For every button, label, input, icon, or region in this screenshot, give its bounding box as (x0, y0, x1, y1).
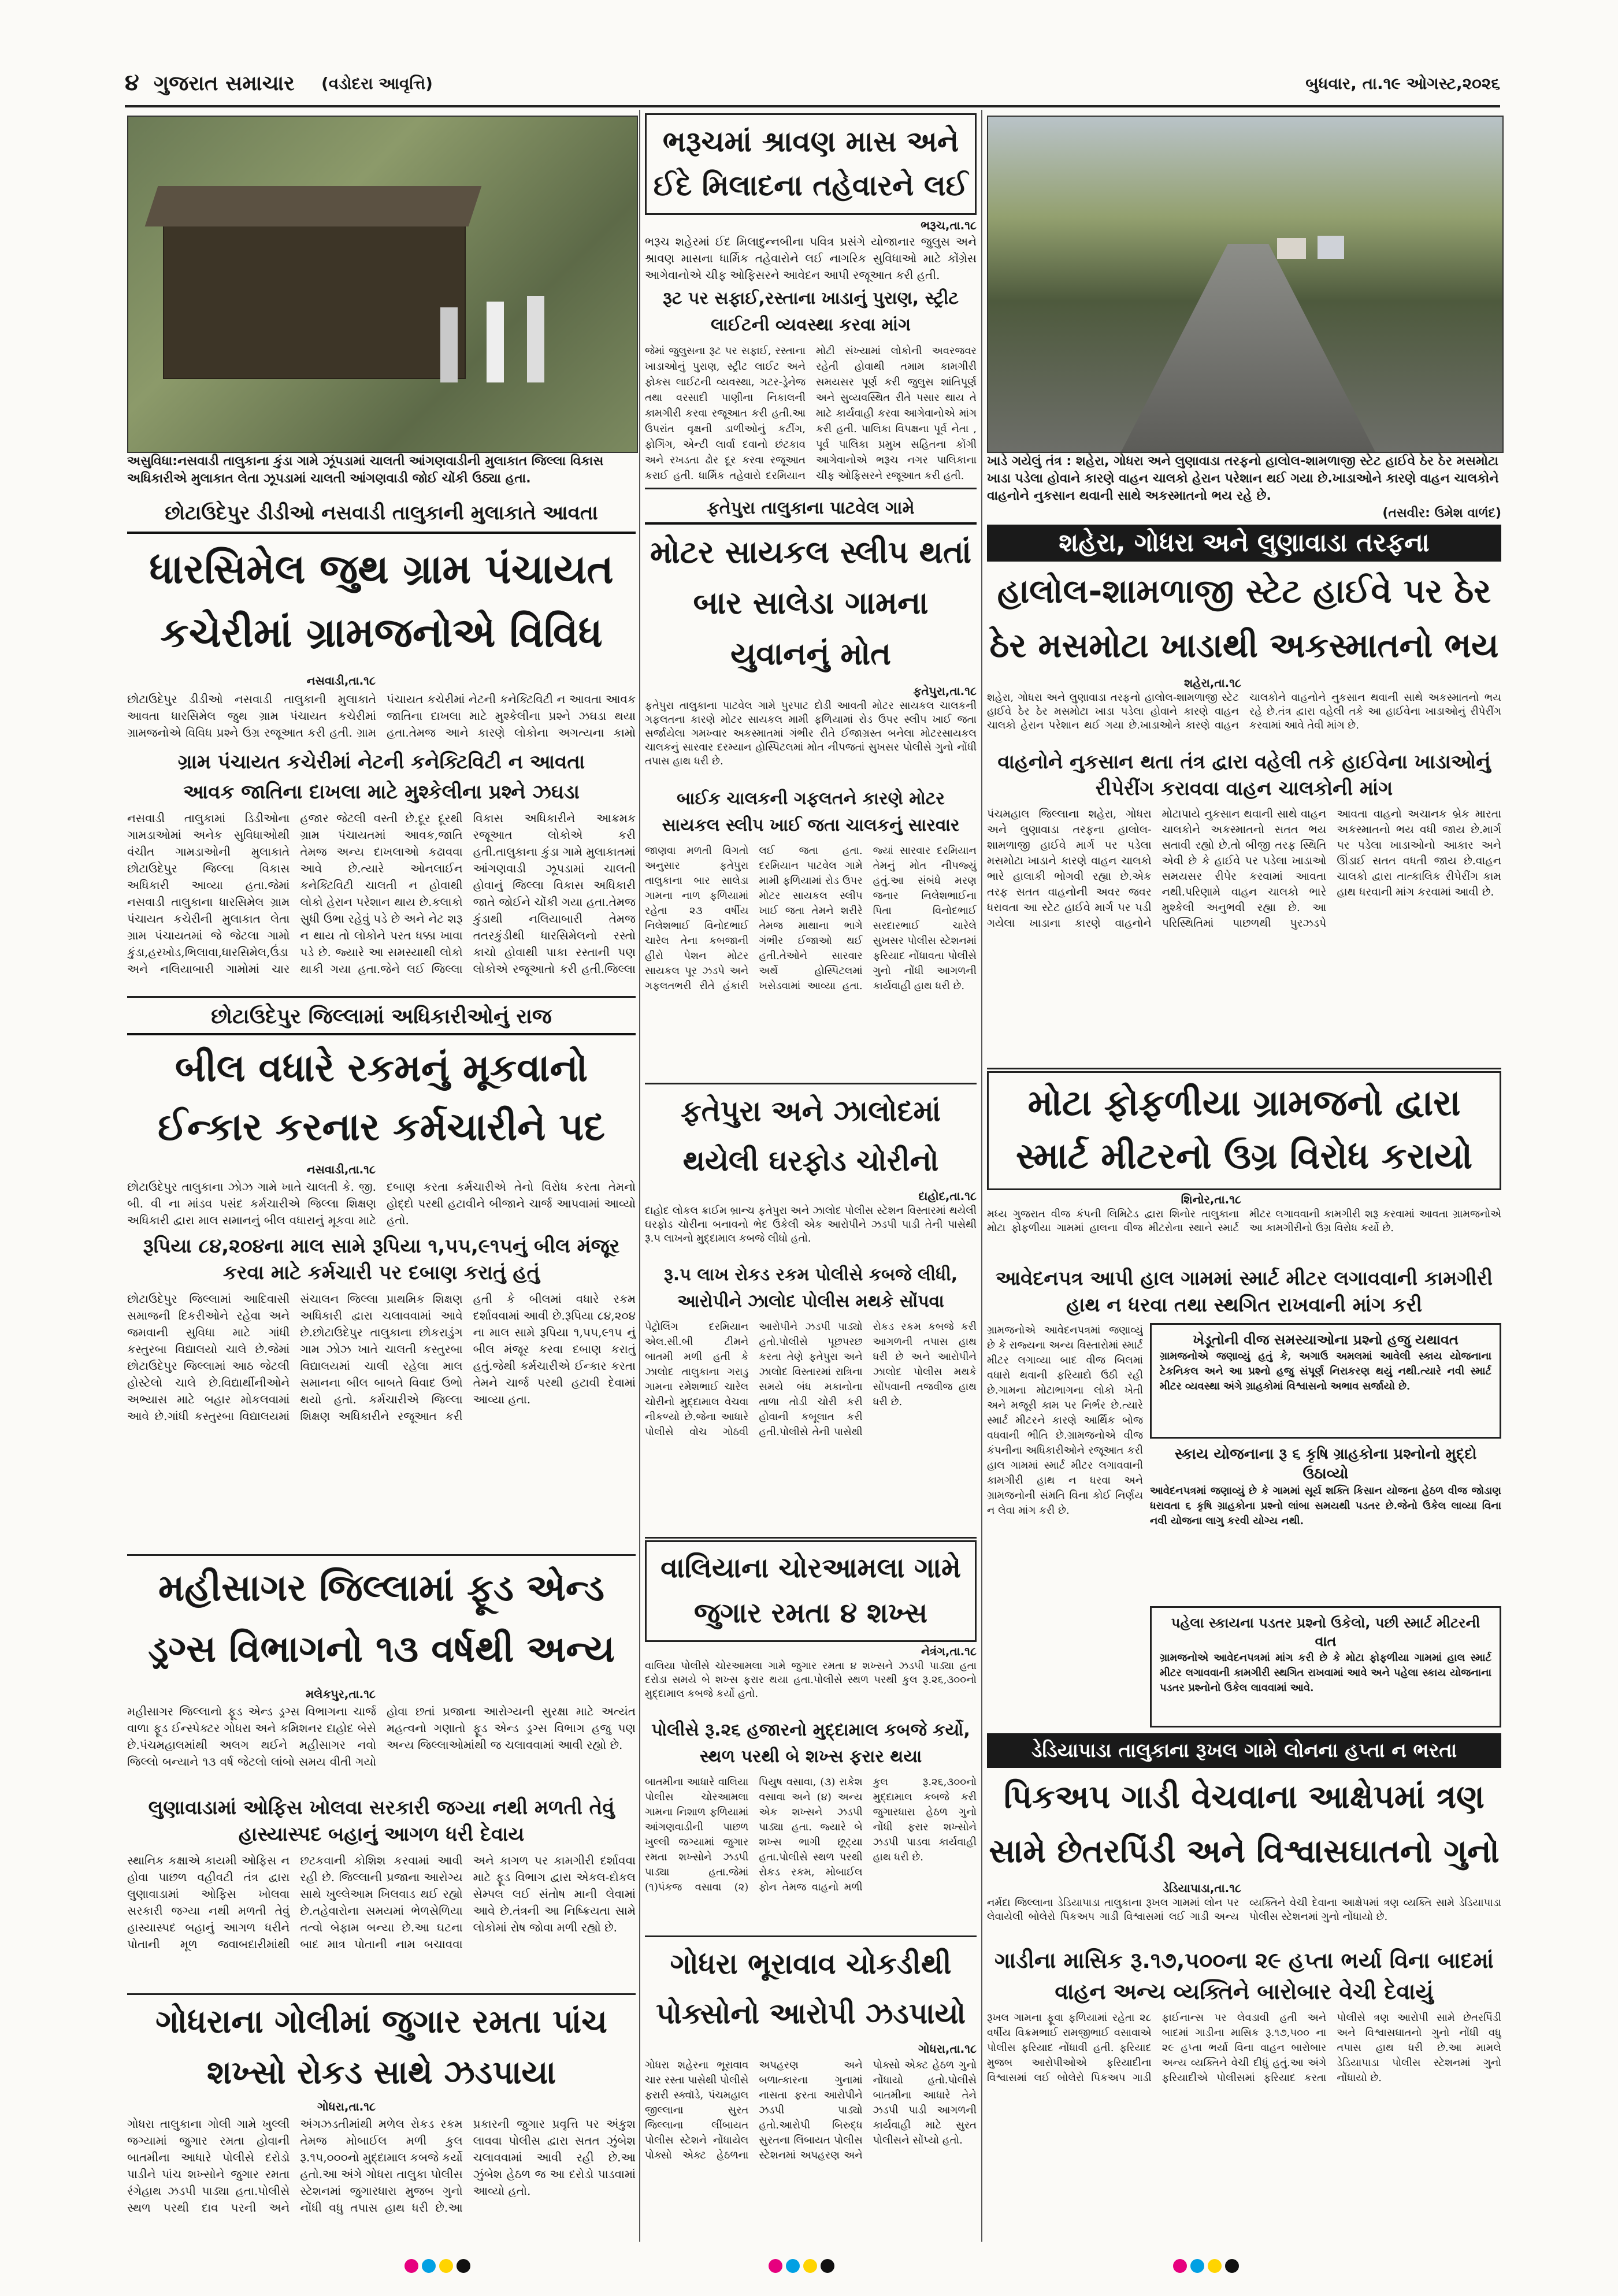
box-3-title: પહેલા સ્કાયના પડતર પ્રશ્નો ઉકેલો, પછી સ્માર્ટ મીટરની વાત (1171, 1615, 1480, 1649)
headline-valiya-gamble: વાલિયાના ચોરઆમલા ગામે જુગાર રમતા ૪ શખ્સ (645, 1540, 977, 1642)
lead-pickup-fraud: નર્મદા જિલ્લાના ડેડિયાપાડા તાલુકાના રૂખલ ગામમાં લોન પર લેવાયેલી બોલેરો પિકઅપ ગાડી વિશ્વાસમાં લઈ ગાડી અન્ય વ્યક્તિને વેચી દેવાના આક્ષેપમાં ત્રણ વ્યક્તિ સામે ડેડિયાપાડા પોલીસ સ્ટેશનમાં ગુનો નોંધાયો છે. (987, 1897, 1501, 1923)
highway-photo-credit: (તસવીર: ઉમેશ વાળંદ) (1382, 506, 1501, 521)
edition-label: (વડોદરા આવૃત્તિ) (321, 74, 433, 93)
dateline-shinor: શિનોર,તા.૧૮ (1181, 1192, 1241, 1206)
registration-mark (803, 2259, 817, 2273)
subhead-smart-meter: આવેદનપત્ર આપી હાલ ગામમાં સ્માર્ટ મીટર લગાવવાની કામગીરી હાથ ન ધરવા તથા સ્થગિત રાખવાની માંગ કરી (995, 1267, 1493, 1317)
headline-patvel-accident: મોટર સાયકલ સ્લીપ થતાં બાર સાલેડા ગામના યુવાનનું મોત (650, 534, 971, 672)
dateline-shehra: શહેરા,તા.૧૮ (1183, 676, 1241, 690)
subhead-bill-amount: રૂપિયા ૮૪,૨૦૪ના માલ સામે રૂપિયા ૧,૫૫,૯૧૫નું બીલ મંજૂર કરવા માટે કર્મચારી પર દબાણ કરાતું હતું (143, 1235, 620, 1284)
lead-bharuch: ભરૂચ શહેરમાં ઈદ મિલાદુન્નબીના પવિત્ર પ્રસંગે યોજાનાર જુલુસ અને શ્રાવણ માસના ધાર્મિક તહેવારોને લઈ નાગરિક સુવિધાઓ માટે કોંગ્રેસ આગેવાનોએ ચીફ ઓફિસરને આવેદન આપી રજૂઆત કરી હતી. (645, 235, 977, 282)
highway-photo (987, 116, 1504, 453)
column-divider (981, 110, 982, 2242)
registration-mark (422, 2259, 436, 2273)
registration-mark (786, 2259, 800, 2273)
headline-pickup-fraud: પિકઅપ ગાડી વેચવાના આક્ષેપમાં ત્રણ સામે છેતરપિંડી અને વિશ્વાસઘાતનો ગુનો (989, 1778, 1500, 1870)
lead-burglary: દાહોદ લોકલ ક્રાઈમ બ્રાન્ચ ફતેપુરા અને ઝાલોદ પોલીસ સ્ટેશન વિસ્તારમાં થયેલી ઘરફોડ ચોરીના બનાવનો ભેદ ઉકેલી એક આરોપીને ઝડપી પાડી તેની પાસેથી રૂ.૫ લાખનો મુદ્દામાલ કબજે લીધો હતો. (645, 1205, 977, 1244)
lead-dharsimel: છોટાઉદેપુર ડીડીઓ નસવાડી તાલુકાની મુલાકાતે આવતા ધારસિમેલ જુથ ગ્રામ પંચાયત કચેરીમાં ગ્રામજનોએ વિવિધ પ્રશ્ને ઉગ્ર રજૂઆત કરી હતી. ગ્રામ પંચાયત કચેરીમાં નેટની કનેક્ટિવિટી ન આવતા આવક જાતિના દાખલા માટે મુશ્કેલીના પ્રશ્ને ઝઘડા થયા હતા.તેમજ આને કારણે લોકોના અગત્યના કામો (127, 692, 636, 740)
headline-burglary: ફતેપુરા અને ઝાલોદમાં થયેલી ઘરફોડ ચોરીનો (681, 1094, 941, 1177)
section-rule (127, 1554, 636, 1556)
registration-mark (1190, 2259, 1204, 2273)
column-divider (639, 110, 640, 2242)
kicker-shehra: શહેરા, ગોધરા અને લુણાવાડા તરફના (987, 525, 1501, 562)
dateline-fatehpura: ફતેપુરા,તા.૧૮ (913, 684, 977, 698)
box-2-title: સ્કાય યોજનાના રૂ ૬ કૃષિ ગ્રાહકોના પ્રશ્નોનો મુદ્દો ઉઠાવ્યો (1174, 1446, 1477, 1483)
registration-mark (1173, 2259, 1187, 2273)
section-rule (645, 1537, 977, 1539)
issue-date: બુધવાર, તા.૧૯ ઓગસ્ટ,૨૦૨૬ (1305, 74, 1500, 93)
body-smart-meter: ગ્રામજનોએ આવેદનપત્રમાં જણાવ્યું છે કે રાજ્યના અન્ય વિસ્તારોમાં સ્માર્ટ મીટર લગાવ્યા બાદ વીજ બિલમાં વધારો થવાની ફરિયાદો ઉઠી રહી છે.ગામના મોટાભાગના લોકો ખેતી અને મજૂરી કામ પર નિર્ભર છે.ત્યારે સ્માર્ટ મીટરને કારણે આર્થિક બોજ વધવાની ભીતિ છે.ગ્રામજનોએ વીજ કંપનીના અધિકારીઓને રજૂઆત કરી હાલ ગામમાં સ્માર્ટ મીટર લગાવવાની કામગીરી હાથ ન ધરવા અને ગ્રામજનોની સંમતિ વિના કોઈ નિર્ણય ન લેવા માંગ કરી છે. (987, 1324, 1143, 1517)
subhead-highway-potholes: વાહનોને નુકસાન થતા તંત્ર દ્વારા વહેલી તકે હાઈવેના ખાડાઓનું રીપેરીંગ કરાવવા વાહન ચાલકોની માંગ (997, 751, 1491, 800)
anganwadi-photo (127, 116, 638, 453)
registration-mark (439, 2259, 453, 2273)
registration-mark (769, 2259, 782, 2273)
subhead-net-connectivity: ગ્રામ પંચાયત કચેરીમાં નેટની કનેક્ટિવિટી ન આવતા (177, 751, 585, 774)
box-1-body: ગ્રામજનોએ જણાવ્યું હતું કે, અગાઉ અમલમાં આવેલી સ્કાય યોજનાના ટેકનિકલ અને આ પ્રશ્નો હજુ સંપૂર્ણ નિરાકરણ થયું નથી.ત્યારે નવી સ્માર્ટ મીટર વ્યવસ્થા અંગે ગ્રાહકોમાં વિશ્વાસનો અભાવ સર્જાયો છે. (1160, 1350, 1491, 1392)
section-rule (987, 1068, 1501, 1069)
subhead-valiya-gamble: પોલીસે રૂ.૨૬ હજારનો મુદ્દામાલ કબજે કર્યો, સ્થળ પરથી બે શખ્સ ફરાર થયા (651, 1720, 970, 1767)
anganwadi-photo-caption: અસુવિધા:નસવાડી તાલુકાના કુંડા ગામે ઝૂંપડામાં ચાલતી આંગણવાડીની મુલાકાત જિલ્લા વિકાસ અધિકારીએ મુલાકાત લેતા ઝૂપડામાં ચાલતી આંગણવાડી જોઈ ચોંકી ઉઠ્યા હતા. (127, 454, 604, 486)
headline-bill-refusal: બીલ વધારે રકમનું મૂકવાનો ઈન્કાર કરનાર કર્મચારીને પદ (157, 1046, 606, 1149)
headline-smart-meter: મોટા ફોફળીયા ગ્રામજનો દ્વારા સ્માર્ટ મીટરનો ઉગ્ર વિરોધ કરાયો (987, 1071, 1501, 1190)
body-godhra-gamble: ગોધરા તાલુકાના ગોલી ગામે ખુલ્લી જગ્યામાં જુગાર રમતા હોવાની બાતમીના આધારે પોલીસે દરોડો પાડીને પાંચ શખ્સોને જુગાર રમતા રંગેહાથ ઝડપી પાડ્યા હતા.પોલીસે સ્થળ પરથી દાવ પરની અને અંગઝડતીમાંથી મળેલ રોકડ રકમ તેમજ મોબાઈલ મળી કુલ રૂ.૧૫,૦૦૦નો મુદ્દામાલ કબજે કર્યો હતો.આ અંગે ગોધરા તાલુકા પોલીસ સ્ટેશનમાં જુગારધારા મુજબ ગુનો નોંધી વધુ તપાસ હાથ ધરી છે.આ પ્રકારની જુગાર પ્રવૃત્તિ પર અંકુશ લાવવા પોલીસ દ્વારા સતત ઝુંબેશ ચલાવવામાં આવી રહી છે.આ ઝુંબેશ હેઠળ જ આ દરોડો પાડવામાં આવ્યો હતો. (127, 2117, 636, 2215)
dateline-godhra-pocso: ગોધરા,તા.૧૮ (918, 2042, 977, 2056)
box-2-body: આવેદનપત્રમાં જણાવ્યું છે કે ગામમાં સૂર્ય શક્તિ કિસાન યોજના હેઠળ વીજ જોડાણ ધરાવતા ૬ કૃષિ ગ્રાહકોના પ્રશ્નો લાંબા સમયથી પડતર છે.જેનો ઉકેલ લાવ્યા વિના નવી યોજના લાગુ કરવી યોગ્ય નથી. (1150, 1485, 1501, 1527)
body-bill-refusal: છોટાઉદેપુર જિલ્લામાં આદિવાસી સમાજની દિકરીઓને રહેવા અને જમવાની સુવિધા માટે ગાંધી કસ્તુરબા વિદ્યાલયો ચાલે છે.જેમાં છોટાઉદેપુર જિલ્લામાં આઠ જેટલી હોસ્ટેલો ચાલે છે.વિદ્યાર્થીનીઓને અભ્યાસ માટે બહાર મોકલવામાં આવે છે.ગાંધી કસ્તુરબા વિદ્યાલયમાં સંચાલન જિલ્લા પ્રાથમિક શિક્ષણ અધિકારી દ્વારા ચલાવવામાં આવે છે.છોટાઉદેપુર તાલુકાના છોકરાડુંગ ગામ ઝોઝ ખાતે ચાલતી કસ્તુરબા વિદ્યાલયમાં ચાલી રહેલા માલ સમાનના બીલ બાબતે વિવાદ ઉભો થયો હતો. કર્મચારીએ જિલ્લા શિક્ષણ અધિકારીને રજૂઆત કરી હતી કે બીલમાં વધારે રકમ દર્શાવવામાં આવી છે.રૂપિયા ૮૪,૨૦૪ ના માલ સામે રૂપિયા ૧,૫૫,૯૧૫ નું બીલ મંજૂર કરવા દબાણ કરાતું હતું.જેથી કર્મચારીએ ઈન્કાર કરતા તેમને ચાર્જ પરથી હટાવી દેવામાં આવ્યા હતા. (127, 1292, 636, 1423)
body-pickup-fraud: રૂખલ ગામના ફૂવા ફળિયામાં રહેતા ૨૮ વર્ષીય વિક્રમભાઈ રામજીભાઈ વસાવાએ પોલીસ ફરિયાદ નોંધાવી હતી. ફરિયાદ મુજબ આરોપીઓએ ફરિયાદીના વિશ્વાસમાં લઈ બોલેરો પિકઅપ ગાડી ફાઈનાન્સ પર લેવડાવી હતી અને બાદમાં ગાડીના માસિક રૂ.૧૭,૫૦૦ ના ૨૯ હપ્તા ભર્યા વિના વાહન બારોબાર અન્ય વ્યક્તિને વેચી દીધું હતું.આ અંગે ફરિયાદીએ પોલીસમાં ફરિયાદ કરતા પોલીસે ત્રણ આરોપી સામે છેતરપિંડી અને વિશ્વાસઘાતનો ગુનો નોંધી વધુ તપાસ હાથ ધરી છે.આ મામલે ડેડિયાપાડા પોલીસ સ્ટેશનમાં ગુનો નોંધાયો છે. (987, 2012, 1501, 2084)
headline-highway-potholes: હાલોલ-શામળાજી સ્ટેટ હાઈવે પર ઠેર ઠેર મસમોટા ખાડાથી અકસ્માતનો ભય (989, 571, 1499, 665)
registration-mark (457, 2259, 470, 2273)
kicker-patvel: ફતેપુરા તાલુકાના પાટવેલ ગામે (645, 491, 977, 525)
lead-patvel-accident: ફતેપુરા તાલુકાના પાટવેલ ગામે પુરપાટ દોડી આવતી મોટર સાયકલ ચાલકની ગફલતના કારણે મોટર સાયકલ મામી ફળિયામાં રોડ ઉપર સ્લીપ ખાઈ જતા સર્જાયેલા ગમખ્વાર અકસ્માતમાં ગંભીર રીતે ઈજાગ્રસ્ત બનેલા મોટરસાયકલ ચાલકનું સારવાર દરમ્યાન હોસ્પિટલમાં મોત નીપજતાં સુખસર પોલીસે ગુનો નોંધી તપાસ હાથ ધરી છે. (645, 700, 977, 767)
body-mahisagar-food: સ્થાનિક કક્ષાએ કાયમી ઓફિસ ન હોવા પાછળ વહીવટી તંત્ર દ્વારા લુણાવાડામાં ઓફિસ ખોલવા સરકારી જગ્યા નથી મળતી તેવું હાસ્યાસ્પદ બહાનું આગળ ધરીને પોતાની મૂળ જવાબદારીમાંથી છટકવાની કોશિશ કરવામાં આવી રહી છે. જિલ્લાની પ્રજાના આરોગ્ય સાથે ખુલ્લેઆમ ખિલવાડ થઈ રહ્યો છે.તહેવારોના સમયમાં ભેળસેળિયા તત્વો બેફામ બન્યા છે.આ ઘટના બાદ માત્ર પોતાની નામ બચાવવા અને કાગળ પર કામગીરી દર્શાવવા માટે ફૂડ વિભાગ દ્વારા એકલ-દોકલ સેમ્પલ લઈ સંતોષ માની લેવામાં આવે છે.તંત્રની આ નિષ્ક્રિયતા સામે લોકોમાં રોષ જોવા મળી રહ્યો છે. (127, 1853, 636, 1951)
headline-godhra-gamble: ગોધરાના ગોલીમાં જુગાર રમતા પાંચ શખ્સો રોકડ સાથે ઝડપાયા (155, 2003, 607, 2091)
body-bharuch: જેમાં જુલુસના રૂટ પર સફાઈ, રસ્તાના ખાડાઓનું પુરાણ, સ્ટ્રીટ લાઈટ અને ફોકસ લાઈટની વ્યવસ્થા, ગટર-ડ્રેનેજ તથા વરસાદી પાણીના નિકાલની કામગીરી કરવા રજૂઆત કરી હતી.આ ઉપરાંત વૃક્ષની ડાળીઓનું કટીંગ, ફોગિંગ, એન્ટી લાર્વા દવાનો છંટકાવ અને રખડતા ઢોર દૂર કરવા રજૂઆત કરાઈ હતી. ધાર્મિક તહેવારો દરમિયાન મોટી સંખ્યામાં લોકોની અવરજવર રહેતી હોવાથી તમામ કામગીરી સમયસર પૂર્ણ કરી જુલુસ શાંતિપૂર્ણ અને સુવ્યવસ્થિત રીતે પસાર થાય તે માટે કાર્યવાહી કરવા આગેવાનોએ માંગ કરી હતી. પાલિકા વિપક્ષના પૂર્વ નેતા , પૂર્વ પાલિકા પ્રમુખ સહિતના કોંગી આગેવાનોએ ભરૂચ નગર પાલિકાના ચીફ ઓફિસરને રજૂઆત કરી હતી. (645, 345, 977, 482)
headline-dharsimel: ધારસિમેલ જુથ ગ્રામ પંચાયત કચેરીમાં ગ્રામજનોએ વિવિધ (149, 545, 614, 656)
smart-meter-box-2 (1150, 1444, 1501, 1600)
lead-smart-meter: મધ્ય ગુજરાત વીજ કંપની લિમિટેડ દ્વારા શિનોર તાલુકાના મોટા ફોફળીયા ગામમાં હાલના વીજ મીટરોના સ્થાને સ્માર્ટ મીટર લગાવવાની કામગીરી શરૂ કરવામાં આવતા ગ્રામજનોએ આ કામગીરીનો ઉગ્ર વિરોધ કર્યો છે. (987, 1208, 1501, 1234)
masthead (125, 69, 1500, 102)
dateline-malekpur: મલેકપુર,તા.૧૮ (306, 1687, 376, 1701)
dateline-dediyapada: ડેડિયાપાડા,તા.૧૮ (1163, 1881, 1241, 1895)
subhead-income-caste: આવક જાતિના દાખલા માટે મુશ્કેલીના પ્રશ્ને ઝઘડા (183, 781, 580, 804)
subhead-pickup-fraud: ગાડીના માસિક રૂ.૧૭,૫૦૦ના ૨૯ હપ્તા ભર્યા વિના બાદમાં વાહન અન્ય વ્યક્તિને બારોબાર વેચી દેવાયું (994, 1948, 1494, 2004)
subhead-bharuch: રૂટ પર સફાઈ,રસ્તાના ખાડાનું પુરાણ, સ્ટ્રીટ લાઈટની વ્યવસ્થા કરવા માંગ (663, 288, 959, 335)
headline-mahisagar-food: મહીસાગર જિલ્લામાં ફૂડ એન્ડ ડ્રગ્સ વિભાગનો ૧૩ વર્ષથી અન્ય (148, 1567, 615, 1671)
section-rule (127, 996, 636, 998)
lead-highway-potholes: શહેરા, ગોધરા અને લુણાવાડા તરફનો હાલોલ-શામળાજી સ્ટેટ હાઈવે ઠેર ઠેર મસમોટા ખાડા પડેલા હોવાને કારણે વાહન ચાલકો હેરાન પરેશાન થઈ ગયા છે.ખાડાઓને કારણે વાહન ચાલકોને વાહનોને નુકસાન થવાની સાથે અકસ્માતનો ભય રહે છે.તંત્ર દ્વારા વહેલી તકે આ હાઈવેના ખાડાઓનું રીપેરીંગ કરવામાં આવે તેવી માંગ છે. (987, 692, 1501, 731)
paper-name: ગુજરાત સમાચાર (154, 72, 295, 95)
registration-mark (404, 2259, 418, 2273)
dateline-nasvadi-2: નસવાડી,તા.૧૮ (306, 1162, 376, 1176)
masthead-rule (125, 105, 1500, 107)
dateline-nasvadi: નસવાડી,તા.૧૮ (306, 674, 376, 688)
headline-pocso-arrest: ગોધરા ભૂરાવાવ ચોકડીથી પોક્સોનો આરોપી ઝડપાયો (655, 1947, 966, 2030)
registration-mark (1208, 2259, 1222, 2273)
smart-meter-box-1 (1150, 1323, 1501, 1439)
box-3-body: ગ્રામજનોએ આવેદનપત્રમાં માંગ કરી છે કે મોટા ફોફળીયા ગામમાં હાલ સ્માર્ટ મીટર લગાવવાની કામગીરી સ્થગિત રાખવામાં આવે અને પહેલા સ્કાય યોજનાના પડતર પ્રશ્નોનો ઉકેલ લાવવામાં આવે. (1160, 1652, 1491, 1694)
headline-bharuch: ભરૂચમાં શ્રાવણ માસ અને ઈદે મિલાદના તહેવારને લઈ (645, 113, 977, 215)
section-rule (645, 1083, 977, 1084)
section-rule (127, 1993, 636, 1995)
highway-photo-caption: ખાડે ગયેલું તંત્ર : શહેરા, ગોધરા અને લુણાવાડા તરફનો હાલોલ-શામળાજી સ્ટેટ હાઈવે ઠેર ઠેર મસમોટા ખાડા પડેલા હોવાને કારણે વાહન ચાલકો હેરાન પરેશાન થઈ ગયા છે.ખાડાઓને કારણે વાહન ચાલકોને વાહનોને નુકસાન થવાની સાથે અકસ્માતનો ભય રહે છે. (987, 454, 1499, 503)
lead-bill-refusal: છોટાઉદેપુર તાલુકાના ઝોઝ ગામે ખાતે ચાલતી કે. જી. બી. વી ના માંડવ પસંદ કર્મચારીએ જિલ્લા શિક્ષણ અધિકારી દ્વારા માલ સમાનનું બીલ વધારાનું મૂકવા માટે દબાણ કરતા કર્મચારીએ તેનો વિરોધ કરતા તેમનો હોદ્દો પરથી હટાવીને બીજાને ચાર્જ આપવામાં આવ્યો હતો. (127, 1180, 636, 1227)
body-dharsimel: નસવાડી તાલુકામાં ડિડીઓના ગામડાઓમાં અનેક સુવિધાઓથી વંચીત ગામડાઓની મુલાકાતે છોટાઉદેપુર જિલ્લા વિકાસ અધિકારી આવ્યા હતા.જેમાં નસવાડી તાલુકાના ધારસિમેલ ગ્રામ પંચાયત કચેરીની મુલાકાત લેતા ગ્રામ પંચાયતમાં જે જેટલા ગામો કુંડા,હરખોડ,ભિલાવા,ધારસિમેલ,ઉંડા અને નલિયાબારી ગામોમાં ચાર હજાર જેટલી વસ્તી છે.દૂર દૂરથી ગ્રામ પંચાયતમાં આવક,જાતિ તેમજ અન્ય દાખલાઓ કઢાવવા આવે છે.ત્યારે ઓનલાઈન કનેક્ટિવિટી ચાલતી ન હોવાથી લોકો હેરાન પરેશાન થાય છે.કલાકો સુધી ઉભા રહેવું પડે છે અને નેટ શરૂ ન થાય તો લોકોને પરત ધક્કા ખાવા પડે છે. જ્યારે આ સમસ્યાથી લોકો થાકી ગયા હતા.જેને લઈ જિલ્લા વિકાસ અધિકારીને આક્રમક રજૂઆત લોકોએ કરી હતી.તાલુકાના કુંડા ગામે મુલાકાતમાં આંગણવાડી ઝૂપડામાં ચાલતી હોવાનું જિલ્લા વિકાસ અધિકારી જાતે જોઈને ચોંકી ગયા હતા.તેમજ કુંડાથી નલિયાબારી તેમજ તતરકુંડીથી ધારસિમેલનો રસ્તો કાચો હોવાથી પાકા રસ્તાની પણ લોકોએ રજૂઆતો કરી હતી.જિલ્લા (127, 811, 636, 976)
body-burglary: પેટ્રોલિંગ દરમિયાન એલ.સી.બી ટીમને બાતમી મળી હતી કે ઝાલોદ તાલુકાના ગરાડુ ગામના રમેશભાઈ ચારેલ ચોરીનો મુદ્દામાલ વેચવા નીકળ્યો છે.જેના આધારે પોલીસે વોચ ગોઠવી આરોપીને ઝડપી પાડ્યો હતો.પોલીસે પૂછપરછ કરતા તેણે ફતેપુરા અને ઝાલોદ વિસ્તારમાં રાત્રિના સમયે બંધ મકાનોના તાળા તોડી ચોરી કરી હોવાની કબૂલાત કરી હતી.પોલીસે તેની પાસેથી રોકડ રકમ કબજે કરી આગળની તપાસ હાથ ધરી છે અને આરોપીને ઝાલોદ પોલીસ મથકે સોંપવાની તજવીજ હાથ ધરી છે. (645, 1321, 977, 1438)
smart-meter-box-3 (1150, 1606, 1501, 1727)
section-rule (645, 488, 977, 489)
body-pocso-arrest: ગોધરા શહેરના ભૂરાવાવ ચાર રસ્તા પાસેથી પોલીસે ફરારી સ્ક્વૉડે, પંચમહાલ જીલ્લાના સુરત જિલ્લાના લીંબાયત પોલીસ સ્ટેશને નોંધાયેલ પોક્સો એક્ટ હેઠળના અપહરણ અને બળાત્કારના ગુનામાં નાસતા ફરતા આરોપીને ઝડપી પાડ્યો હતો.આરોપી બિરુદ્ધ સુરતના લિંબાયત પોલીસ સ્ટેશનમાં અપહરણ અને પોક્સો એક્ટ હેઠળ ગુનો નોંધાયો હતો.પોલીસે બાતમીના આધારે તેને ઝડપી પાડી આગળની કાર્યવાહી માટે સુરત પોલીસને સોંપ્યો હતો. (645, 2059, 977, 2161)
box-1-title: ખેડૂતોની વીજ સમસ્યાઓના પ્રશ્નો હજુ યથાવત (1193, 1332, 1459, 1348)
dateline-bharuch: ભરૂચ,તા.૧૮ (921, 218, 977, 232)
lead-mahisagar-food: મહીસાગર જિલ્લાનો ફૂડ એન્ડ ડ્રગ્સ વિભાગના ચાર્જ વાળા ફૂડ ઈન્સ્પેક્ટર ગોધરા અને કમિશનર દાહોદ બેસે છે.પંચમહાલમાંથી અલગ થઈને મહીસાગર નવો જિલ્લો બન્યાને ૧૩ વર્ષ જેટલો લાંબો સમય વીતી ગયો હોવા છતાં પ્રજાના આરોગ્યની સુરક્ષા માટે અત્યંત મહત્વનો ગણાતો ફૂડ એન્ડ ડ્રગ્સ વિભાગ હજુ પણ અન્ય જિલ્લાઓમાંથી જ ચલાવવામાં આવી રહ્યો છે. (127, 1704, 636, 1769)
lead-valiya-gamble: વાલિયા પોલીસે ચોરઆમલા ગામે જુગાર રમતા ૪ શખ્સને ઝડપી પાડ્યા હતા દરોડા સમયે બે શખ્સ ફરાર થયા હતા.પોલીસે સ્થળ પરથી કુલ રૂ.૨૬,૩૦૦નો મુદ્દામાલ કબજે કર્યો હતો. (645, 1660, 977, 1700)
subhead-lunavada-office: લુણાવાડામાં ઓફિસ ખોલવા સરકારી જગ્યા નથી મળતી તેવું હાસ્યાસ્પદ બહાનું આગળ ધરી દેવાય (148, 1796, 615, 1846)
kicker-officials-rule: છોટાઉદેપુર જિલ્લામાં અધિકારીઓનું રાજ (127, 1000, 636, 1035)
kicker-dediyapada: ડેડિયાપાડા તાલુકાના રૂખલ ગામે લોનના હપ્તા ન ભરતા (987, 1733, 1501, 1768)
registration-mark (821, 2259, 834, 2273)
subhead-patvel-accident: બાઈક ચાલકની ગફલતને કારણે મોટર સાયકલ સ્લીપ ખાઈ જતા ચાલકનું સારવાર (662, 789, 960, 835)
body-patvel-accident: જાણવા મળતી વિગતો અનુસાર ફતેપુરા તાલુકાના બાર સાલેડા ગામના નાળ ફળિયામાં રહેતા ૨૩ વર્ષીય નિલેશભાઈ વિનોદભાઈ ચારેલ તેના કબજાની હીરો પેશન મોટર સાયકલ પૂર ઝડપે અને ગફલતભરી રીતે હંકારી લઈ જતા હતા. દરમિયાન પાટવેલ ગામે મામી ફળિયામાં રોડ ઉપર મોટર સાયકલ સ્લીપ ખાઈ જતા તેમને શરીરે તેમજ માથાના ભાગે ગંભીર ઈજાઓ થઈ હતી.તેઓને સારવાર અર્થે હોસ્પિટલમાં ખસેડવામાં આવ્યા હતા. જ્યાં સારવાર દરમિયાન તેમનું મોત નીપજ્યું હતું.આ સંબંધે મરણ જનાર નિલેશભાઈના પિતા વિનોદભાઈ સરદારભાઈ ચારેલે સુખસર પોલીસ સ્ટેશનમાં ફરિયાદ નોંધાવતા પોલીસે ગુનો નોંધી આગળની કાર્યવાહી હાથ ધરી છે. (645, 845, 977, 992)
subhead-burglary: રૂ.૫ લાખ રોકડ રકમ પોલીસે કબજે લીધી, આરોપીને ઝાલોદ પોલીસ મથકે સોંપવા (663, 1265, 958, 1312)
registration-mark (1225, 2259, 1239, 2273)
body-highway-potholes: પંચમહાલ જિલ્લાના શહેરા, ગોધરા અને લુણાવાડા તરફના હાલોલ-શામળાજી હાઈવે માર્ગ પર પડેલા મસમોટા ખાડાને કારણે વાહન ચાલકો ભારે હાલાકી ભોગવી રહ્યા છે.એક તરફ સતત વાહનોની અવર જવર ધરાવતા આ સ્ટેટ હાઈવે માર્ગ પર પડી ગયેલા ખાડાના કારણે વાહનોને મોટાપાયે નુકસાન થવાની સાથે વાહન ચાલકોને અકસ્માતનો સતત ભય સતાવી રહ્યો છે.તો બીજી તરફ સ્થિતિ એવી છે કે હાઈવે પર પડેલા ખાડાઓ સમયસર રીપેર કરવામાં આવતા નથી.પરિણામે વાહન ચાલકો ભારે મુશ્કેલી અનુભવી રહ્યા છે. આ પરિસ્થિતિમાં પાછળથી પુરઝડપે આવતા વાહનો અચાનક બ્રેક મારતા અકસ્માતનો ભય વધી જાય છે.માર્ગ પર પડેલા ખાડાઓનો આકાર અને ઊંડાઈ સતત વધતી જાય છે.વાહન ચાલકો દ્વારા તાત્કાલિક રીપેરીંગ કામ હાથ ધરવાની માંગ કરવામાં આવી છે. (987, 808, 1501, 930)
page-number: ૪ (125, 69, 139, 96)
dateline-dahod: દાહોદ,તા.૧૮ (918, 1189, 977, 1203)
kicker-nasvadi-visit: છોટાઉદેપુર ડીડીઓ નસવાડી તાલુકાની મુલાકાતે આવતા (127, 496, 636, 534)
dateline-godhra-gamble: ગોધરા,તા.૧૮ (317, 2100, 376, 2113)
dateline-netrang: નેત્રંગ,તા.૧૮ (921, 1644, 977, 1658)
section-rule (645, 1935, 977, 1937)
body-valiya-gamble: બાતમીના આધારે વાલિયા પોલીસ ચોરઆમલા ગામના નિશાળ ફળિયામાં આંગણવાડીની પાછળ ખુલ્લી જગ્યામાં જુગાર રમતા શખ્સોને ઝડપી પાડ્યા હતા.જેમાં (૧)પંકજ વસાવા (૨) પિયુષ વસાવા, (૩) રાકેશ વસાવા અને (૪) અન્ય એક શખ્સને ઝડપી પાડ્યા હતા. જ્યારે બે શખ્સ ભાગી છૂટ્યા હતા.પોલીસે સ્થળ પરથી રોકડ રકમ, મોબાઈલ ફોન તેમજ વાહનો મળી કુલ રૂ.૨૬,૩૦૦નો મુદ્દામાલ કબજે કરી જુગારધારા હેઠળ ગુનો નોંધી ફરાર શખ્સોને ઝડપી પાડવા કાર્યવાહી હાથ ધરી છે. (645, 1776, 977, 1893)
